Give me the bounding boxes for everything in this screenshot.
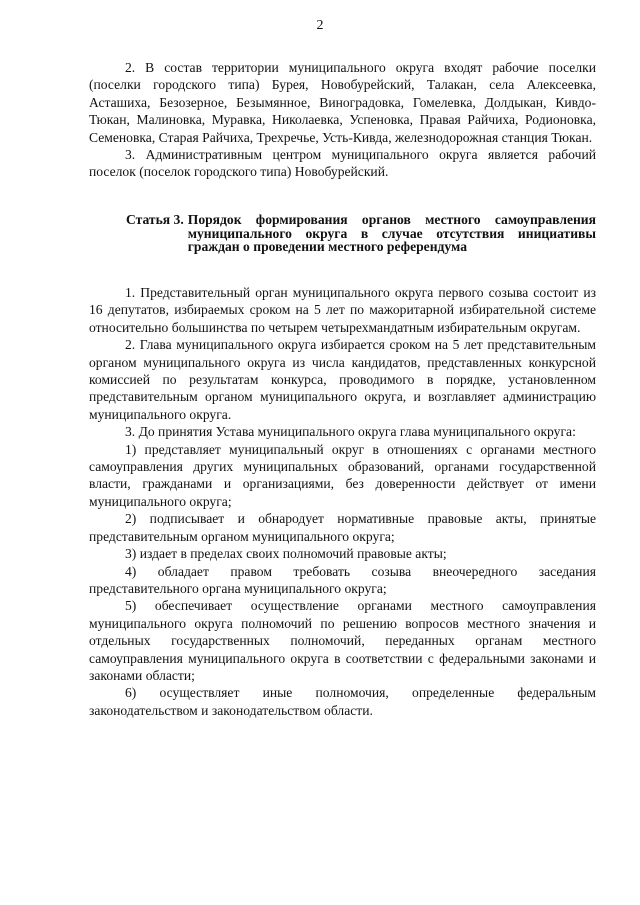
list-item-power-6: 6) осуществляет иные полномочия, определенные федеральным законодательством и законодательством области. (89, 685, 596, 718)
list-item-power-4: 4) обладает правом требовать созыва внеочередного заседания представительного органа муниципального округа; (89, 563, 596, 596)
paragraph-territory-composition: 2. В состав территории муниципального округа входят рабочие поселки (поселки городского типа) Бурея, Новобурейский, Талакан, села Алексеевка, Асташиха, Безозерное, Безымянное, Виноградовка, Гомелевка, Долдыкан, Кивдо-Тюкан, Малиновка, Муравка, Николаевка, Успеновка, Правая Райчиха, Родионовка, Семеновка, Старая Райчиха, Трехречье, Усть-Кивда, железнодорожная станция Тюкан. (89, 60, 596, 145)
paragraph-head-election: 2. Глава муниципального округа избирается сроком на 5 лет представительным органом муниципального округа из числа кандидатов, представленных конкурсной комиссией по результатам конкурса, проводимого в порядке, установленном представительным органом муниципального округа, и возглавляет администрацию муниципального округа. (89, 337, 596, 422)
page-number: 2 (316, 18, 324, 33)
paragraph-administrative-center: 3. Административным центром муниципального округа является рабочий поселок (поселок городского типа) Новобурейский. (89, 147, 596, 180)
article-title: Порядок формирования органов местного самоуправления муниципального округа в случае отсутствия инициативы граждан о проведении местного референдума (187, 212, 596, 255)
article-3-section (89, 284, 596, 719)
list-item-power-5: 5) обеспечивает осуществление органами местного самоуправления муниципального округа полномочий по решению вопросов местного значения и отдельных государственных полномочий, переданных органам местного самоуправления муниципального округа в соответствии с федеральными законами и законами области; (89, 598, 596, 683)
list-item-power-2: 2) подписывает и обнародует нормативные правовые акты, принятые представительным органом муниципального округа; (89, 511, 596, 544)
paragraph-head-powers-intro: 3. До принятия Устава муниципального округа глава муниципального округа: (125, 424, 576, 440)
territory-section (89, 59, 596, 181)
article-number: Статья 3. (126, 212, 184, 227)
article-heading (126, 213, 596, 254)
list-item-power-3: 3) издает в пределах своих полномочий правовые акты; (125, 546, 447, 562)
paragraph-representative-body: 1. Представительный орган муниципального округа первого созыва состоит из 16 депутатов, избираемых сроком на 5 лет по мажоритарной избирательной системе относительно большинства по четырем четырехмандатным избирательным округам. (89, 285, 596, 335)
list-item-power-1: 1) представляет муниципальный округ в отношениях с органами местного самоуправления других муниципальных образований, органами государственной власти, гражданами и организациями, без доверенности действует от имени муниципального округа; (89, 441, 596, 509)
